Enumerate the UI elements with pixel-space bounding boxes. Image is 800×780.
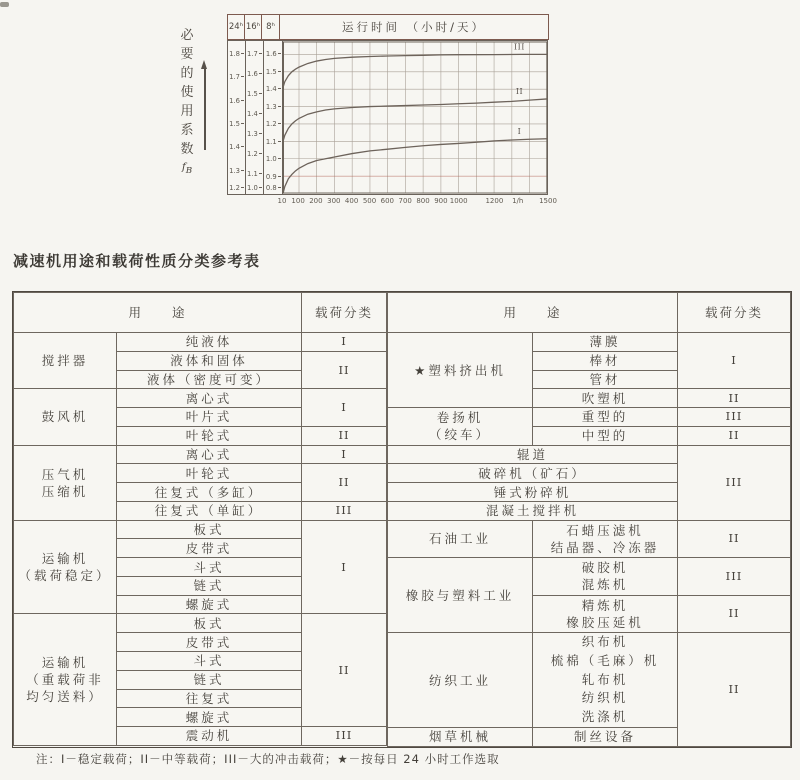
- y-axis-title-char: 必: [180, 28, 194, 43]
- y-tick: 1.3: [229, 167, 244, 175]
- x-tick: 600: [380, 197, 394, 205]
- x-tick: 10: [277, 197, 287, 205]
- chart-title: 运行时间 （小时/天）: [279, 14, 549, 40]
- curve-label-I: I: [517, 126, 521, 136]
- usage-header: 用 途: [388, 293, 678, 333]
- load-class-cell: III: [678, 408, 791, 427]
- y-axis-title: [176, 26, 198, 175]
- load-class-cell: I: [302, 445, 387, 464]
- y-tick: 1.0: [266, 155, 281, 163]
- x-axis: [227, 197, 557, 209]
- footnote: 注：I－稳定载荷；II－中等载荷；III－大的冲击载荷；★－按每日 24 小时工作选取: [36, 752, 500, 766]
- y-axis-24h-header: 24ʰ: [227, 14, 245, 40]
- usage-cell: 往复式（单缸）: [117, 501, 302, 520]
- load-class-cell: III: [302, 501, 387, 520]
- usage-cell: 鼓风机: [14, 389, 117, 445]
- y-tick: 1.6: [266, 50, 281, 58]
- chart-plot-area: [227, 40, 548, 195]
- curve-label-III: III: [513, 42, 525, 52]
- y-tick: 0.8: [266, 184, 281, 192]
- load-class-cell: III: [678, 558, 791, 596]
- usage-cell: 搅拌器: [14, 333, 117, 389]
- y-tick: 1.5: [229, 120, 244, 128]
- usage-cell: 重型的: [533, 408, 678, 427]
- usage-cell: 烟草机械: [388, 727, 533, 746]
- usage-cell: 离心式: [117, 445, 302, 464]
- load-class-cell: II: [302, 614, 387, 727]
- service-factor-chart: [227, 14, 557, 209]
- usage-cell: 破碎机（矿石）: [388, 464, 678, 483]
- scan-artifact: [0, 2, 9, 7]
- usage-cell: 叶片式: [117, 408, 302, 427]
- usage-cell: 辊道: [388, 445, 678, 464]
- x-tick: 1000: [449, 197, 468, 205]
- y-tick: 1.3: [247, 130, 262, 138]
- usage-cell: ★塑料挤出机: [388, 333, 533, 408]
- usage-cell: 叶轮式: [117, 464, 302, 483]
- x-tick: 1500: [539, 197, 557, 205]
- usage-cell: 石油工业: [388, 520, 533, 558]
- y-tick: 1.2: [247, 150, 262, 158]
- load-class-cell: I: [678, 333, 791, 389]
- load-class-cell: II: [678, 426, 791, 445]
- y-tick: 1.3: [266, 103, 281, 111]
- y-tick: 1.6: [247, 70, 262, 78]
- usage-cell: 纯液体: [117, 333, 302, 352]
- usage-cell: 螺旋式: [117, 708, 302, 727]
- y-axis-title-char: 使: [180, 85, 194, 100]
- usage-cell: 中型的: [533, 426, 678, 445]
- usage-load-table: [387, 292, 791, 747]
- usage-cell: 皮带式: [117, 539, 302, 558]
- usage-cell: 管材: [533, 370, 678, 389]
- y-tick: 1.7: [229, 73, 244, 81]
- y-tick: 1.6: [229, 97, 244, 105]
- load-class-cell: III: [302, 727, 387, 746]
- load-class-cell: II: [678, 520, 791, 558]
- usage-cell: 卷扬机 （绞车）: [388, 408, 533, 446]
- y-axis-24h-scale: [228, 41, 246, 194]
- x-tick: 900: [434, 197, 448, 205]
- y-tick: 1.4: [266, 85, 281, 93]
- x-tick: 100: [291, 197, 305, 205]
- load-class-cell: II: [678, 595, 791, 633]
- load-class-cell: I: [302, 333, 387, 352]
- usage-cell: 石蜡压滤机 结晶器、冷冻器: [533, 520, 678, 558]
- usage-cell: 运输机 （载荷稳定）: [14, 520, 117, 614]
- x-tick: 300: [327, 197, 341, 205]
- service-factor-symbol: $f_B$: [181, 161, 193, 177]
- x-tick: 1/h: [512, 197, 524, 205]
- arrow-shaft: [204, 67, 206, 150]
- usage-cell: 精炼机 橡胶压延机: [533, 595, 678, 633]
- usage-cell: 棒材: [533, 351, 678, 370]
- usage-cell: 链式: [117, 670, 302, 689]
- classification-table: [12, 291, 792, 748]
- y-tick: 0.9: [266, 173, 281, 181]
- table-title: 减速机用途和载荷性质分类参考表: [13, 252, 261, 270]
- y-tick: 1.1: [266, 138, 281, 146]
- load-class-cell: I: [302, 520, 387, 614]
- usage-cell: 制丝设备: [533, 727, 678, 746]
- load-class-cell: II: [678, 389, 791, 408]
- usage-cell: 混凝土搅拌机: [388, 501, 678, 520]
- usage-header: 用 途: [14, 293, 302, 333]
- usage-cell: 皮带式: [117, 633, 302, 652]
- y-axis-title-char: 用: [180, 104, 194, 119]
- y-tick: 1.2: [266, 120, 281, 128]
- y-axis-title-char: 数: [180, 142, 194, 157]
- usage-cell: 压气机 压缩机: [14, 445, 117, 520]
- y-tick: 1.2: [229, 184, 244, 192]
- usage-cell: 叶轮式: [117, 426, 302, 445]
- classification-table-left: [13, 292, 387, 747]
- usage-cell: 斗式: [117, 558, 302, 577]
- chart-header-row: [227, 14, 548, 40]
- usage-cell: 板式: [117, 614, 302, 633]
- usage-cell: 往复式: [117, 689, 302, 708]
- up-arrow-icon: [200, 60, 209, 152]
- load-class-cell: II: [302, 426, 387, 445]
- classification-table-right: [387, 292, 791, 747]
- y-axis-8h-scale: [264, 41, 283, 194]
- y-tick: 1.4: [229, 143, 244, 151]
- x-tick: 800: [416, 197, 430, 205]
- x-tick: 400: [344, 197, 359, 205]
- x-tick: 1200: [485, 197, 504, 205]
- y-axis-title-char: 要: [180, 47, 194, 62]
- usage-cell: 纺织工业: [388, 633, 533, 728]
- y-tick: 1.5: [266, 68, 281, 76]
- y-axis-16h-scale: [246, 41, 264, 194]
- usage-cell: 液体和固体: [117, 351, 302, 370]
- y-axis-16h-header: 16ʰ: [244, 14, 262, 40]
- usage-cell: 吹塑机: [533, 389, 678, 408]
- usage-cell: 薄膜: [533, 333, 678, 352]
- load-class-cell: II: [302, 464, 387, 502]
- usage-load-table: [13, 292, 387, 746]
- curve-II: [283, 99, 547, 141]
- usage-cell: 橡胶与塑料工业: [388, 558, 533, 633]
- load-class-cell: III: [678, 445, 791, 520]
- load-class-cell: I: [302, 389, 387, 427]
- load-class-header: 载荷分类: [678, 293, 791, 333]
- usage-cell: 板式: [117, 520, 302, 539]
- curve-III: [283, 54, 547, 87]
- load-class-header: 载荷分类: [302, 293, 387, 333]
- usage-cell: 运输机 （重载荷非 均匀送料）: [14, 614, 117, 745]
- usage-cell: 震动机: [117, 727, 302, 746]
- x-tick: 200: [309, 197, 323, 205]
- y-tick: 1.0: [247, 184, 262, 192]
- load-class-cell: II: [678, 633, 791, 746]
- usage-cell: 织布机 梳棉（毛麻）机 轧布机 纺织机 洗涤机: [533, 633, 678, 728]
- usage-cell: 链式: [117, 576, 302, 595]
- y-tick: 1.1: [247, 170, 262, 178]
- usage-cell: 液体（密度可变）: [117, 370, 302, 389]
- y-axis-title-char: 系: [180, 123, 194, 138]
- usage-cell: 离心式: [117, 389, 302, 408]
- curve-label-II: II: [515, 86, 523, 96]
- y-tick: 1.4: [247, 110, 262, 118]
- usage-cell: 往复式（多缸）: [117, 483, 302, 502]
- load-class-cell: II: [302, 351, 387, 389]
- x-tick: 700: [398, 197, 412, 205]
- y-axis-8h-header: 8ʰ: [261, 14, 280, 40]
- usage-cell: 螺旋式: [117, 595, 302, 614]
- y-tick: 1.7: [247, 50, 262, 58]
- chart-plot: [283, 41, 547, 194]
- x-tick: 500: [362, 197, 377, 205]
- usage-cell: 斗式: [117, 652, 302, 671]
- y-tick: 1.8: [229, 50, 244, 58]
- y-tick: 1.5: [247, 90, 262, 98]
- usage-cell: 破胶机 混炼机: [533, 558, 678, 596]
- y-axis-title-char: 的: [180, 66, 194, 81]
- usage-cell: 锤式粉碎机: [388, 483, 678, 502]
- curve-I: [283, 139, 547, 194]
